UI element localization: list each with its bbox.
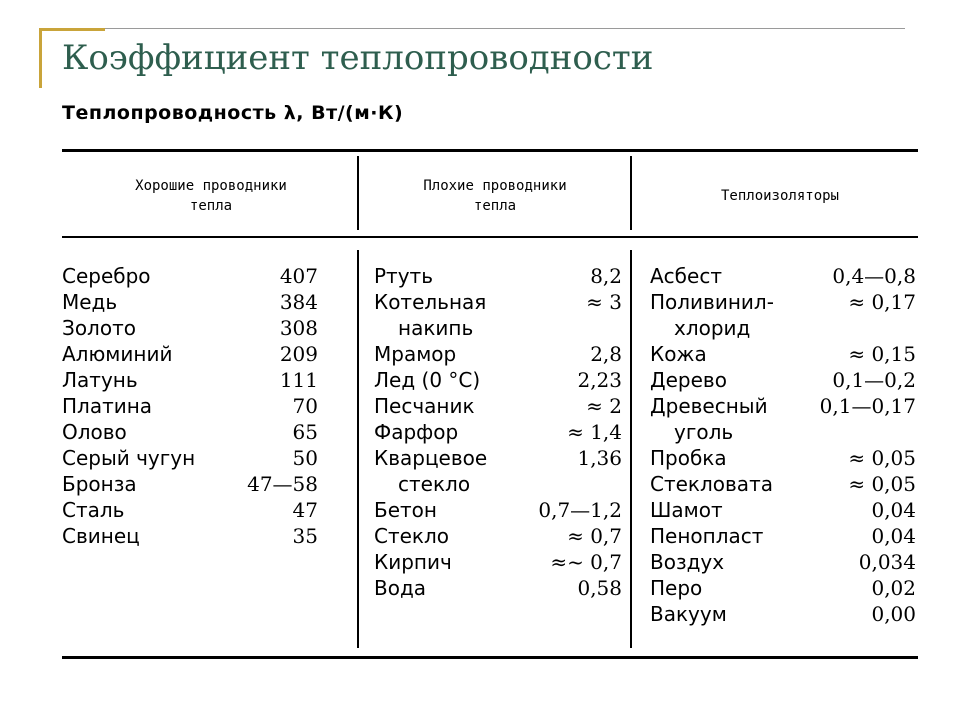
material-name-line: Золото xyxy=(62,316,136,340)
material-name xyxy=(374,575,426,601)
material-name xyxy=(374,445,487,497)
material-name-line: Серебро xyxy=(62,264,151,288)
material-name-line: Лед (0 °C) xyxy=(374,368,481,392)
material-name xyxy=(62,289,117,315)
material-name-continuation: накипь xyxy=(398,316,474,340)
slide-title: Коэффициент теплопроводности xyxy=(62,38,654,78)
table-row xyxy=(650,367,916,393)
material-name-line: Бронза xyxy=(62,472,137,496)
table-row xyxy=(650,341,916,367)
material-name xyxy=(650,575,702,601)
conductivity-value: ≈ 2 xyxy=(586,394,622,418)
slide-accent-vertical xyxy=(39,28,42,88)
material-name xyxy=(62,419,127,445)
conductivity-value: 0,7—1,2 xyxy=(538,498,622,522)
material-name-line: Стекловата xyxy=(650,472,773,496)
material-name-line: Пробка xyxy=(650,446,727,470)
table-row xyxy=(62,445,342,471)
table-row xyxy=(62,315,342,341)
material-name xyxy=(650,367,727,393)
material-name xyxy=(374,341,456,367)
table-row xyxy=(650,471,916,497)
header-insulators: Теплоизоляторы xyxy=(720,188,839,204)
conductivity-value: ≈ 0,05 xyxy=(848,472,916,496)
table-row xyxy=(650,393,916,445)
conductivity-value: 35 xyxy=(292,524,318,548)
material-name xyxy=(62,341,172,367)
table-row xyxy=(374,497,622,523)
conductivity-value: ≈~ 0,7 xyxy=(550,550,622,574)
material-name-line: Олово xyxy=(62,420,127,444)
material-name-continuation: уголь xyxy=(674,420,734,444)
table-row xyxy=(62,341,342,367)
material-name xyxy=(374,263,433,289)
material-name xyxy=(62,523,140,549)
material-name xyxy=(650,549,724,575)
table-top-rule xyxy=(62,149,918,152)
table-row xyxy=(650,289,916,341)
table-row xyxy=(650,549,916,575)
material-name xyxy=(374,523,449,549)
table-row xyxy=(62,289,342,315)
table-row xyxy=(650,445,916,471)
conductivity-value: 65 xyxy=(292,420,318,444)
conductivity-value: 0,02 xyxy=(871,576,916,600)
material-name-line: Пенопласт xyxy=(650,524,764,548)
table-row xyxy=(650,497,916,523)
material-name xyxy=(62,471,137,497)
material-name-line: Поливинил- xyxy=(650,290,774,314)
material-name-line: Кирпич xyxy=(374,550,452,574)
table-row xyxy=(62,523,342,549)
conductivity-value: ≈ 0,15 xyxy=(848,342,916,366)
column-divider xyxy=(357,156,359,230)
conductivity-value: 2,23 xyxy=(577,368,622,392)
conductivity-value: 0,04 xyxy=(871,524,916,548)
conductivity-value: 1,36 xyxy=(577,446,622,470)
material-name xyxy=(62,315,136,341)
material-name-line: Серый чугун xyxy=(62,446,196,470)
table-row xyxy=(650,263,916,289)
conductivity-value: 47 xyxy=(292,498,318,522)
material-name xyxy=(62,393,152,419)
material-name xyxy=(650,289,774,341)
table-row xyxy=(374,393,622,419)
conductivity-value: 0,00 xyxy=(871,602,916,626)
material-name-line: Бетон xyxy=(374,498,437,522)
material-name xyxy=(374,497,437,523)
insulators-column xyxy=(650,263,916,627)
material-name xyxy=(650,601,727,627)
material-name-line: Асбест xyxy=(650,264,722,288)
table-row xyxy=(374,419,622,445)
material-name xyxy=(374,289,486,341)
header-good-conductors: Хорошие проводники тепла xyxy=(135,178,287,214)
material-name-line: Кожа xyxy=(650,342,707,366)
material-name-line: Латунь xyxy=(62,368,138,392)
conductivity-value: 70 xyxy=(292,394,318,418)
material-name-line: Алюминий xyxy=(62,342,173,366)
conductivity-value: 308 xyxy=(279,316,318,340)
material-name-line: Сталь xyxy=(62,498,125,522)
material-name xyxy=(650,263,722,289)
table-row xyxy=(62,419,342,445)
material-name-line: Кварцевое xyxy=(374,446,488,470)
table-row xyxy=(374,341,622,367)
table-row xyxy=(374,523,622,549)
table-caption: Теплопроводность λ, Вт/(м·К) xyxy=(62,102,404,124)
material-name-line: Перо xyxy=(650,576,703,600)
material-name xyxy=(650,497,723,523)
conductivity-value: ≈ 0,17 xyxy=(848,290,916,314)
table-row xyxy=(374,549,622,575)
conductivity-value: ≈ 1,4 xyxy=(567,420,622,444)
table-row xyxy=(374,289,622,341)
material-name xyxy=(374,367,480,393)
material-name-line: Шамот xyxy=(650,498,723,522)
material-name-line: Котельная xyxy=(374,290,487,314)
conductivity-value: 0,1—0,2 xyxy=(832,368,916,392)
slide-title-divider xyxy=(105,28,905,29)
material-name-line: Дерево xyxy=(650,368,727,392)
material-name-line: Платина xyxy=(62,394,153,418)
table-row xyxy=(374,445,622,497)
conductivity-value: 0,04 xyxy=(871,498,916,522)
conductivity-value: ≈ 0,7 xyxy=(567,524,622,548)
material-name xyxy=(374,393,475,419)
table-row xyxy=(62,263,342,289)
conductivity-value: 0,4—0,8 xyxy=(832,264,916,288)
conductivity-value: 0,1—0,17 xyxy=(819,394,916,418)
material-name xyxy=(650,445,727,471)
table-header-rule xyxy=(62,236,918,238)
table-row xyxy=(650,523,916,549)
conductivity-value: ≈ 3 xyxy=(586,290,622,314)
material-name xyxy=(62,263,151,289)
table-row xyxy=(62,367,342,393)
table-row xyxy=(650,601,916,627)
conductivity-value: 50 xyxy=(292,446,318,470)
conductivity-value: 407 xyxy=(279,264,318,288)
good-conductors-column xyxy=(62,263,342,549)
material-name xyxy=(650,471,773,497)
material-name xyxy=(374,549,452,575)
table-bottom-rule xyxy=(62,656,918,659)
table-row xyxy=(62,393,342,419)
table-row xyxy=(374,263,622,289)
material-name-line: Древесный xyxy=(650,394,768,418)
poor-conductors-column xyxy=(374,263,622,601)
column-divider xyxy=(357,250,359,648)
material-name-line: Песчаник xyxy=(374,394,475,418)
material-name xyxy=(374,419,458,445)
material-name xyxy=(62,445,195,471)
material-name-line: Свинец xyxy=(62,524,140,548)
column-divider xyxy=(630,250,632,648)
slide-accent-horizontal xyxy=(39,28,105,31)
material-name-line: Ртуть xyxy=(374,264,433,288)
conductivity-value: 2,8 xyxy=(590,342,622,366)
material-name-line: Вода xyxy=(374,576,427,600)
table-row xyxy=(374,367,622,393)
conductivity-value: 384 xyxy=(279,290,318,314)
conductivity-value: 0,58 xyxy=(577,576,622,600)
conductivity-value: 0,034 xyxy=(858,550,916,574)
table-row xyxy=(62,497,342,523)
material-name-line: Вакуум xyxy=(650,602,727,626)
material-name-line: Воздух xyxy=(650,550,725,574)
material-name xyxy=(650,523,763,549)
material-name-line: Фарфор xyxy=(374,420,459,444)
material-name xyxy=(62,497,124,523)
conductivity-value: 209 xyxy=(279,342,318,366)
material-name-line: Медь xyxy=(62,290,118,314)
material-name xyxy=(62,367,138,393)
material-name-line: Стекло xyxy=(374,524,450,548)
material-name-continuation: стекло xyxy=(398,472,471,496)
conductivity-value: 47—58 xyxy=(247,472,318,496)
conductivity-value: ≈ 0,05 xyxy=(848,446,916,470)
table-row xyxy=(374,575,622,601)
material-name xyxy=(650,393,768,445)
conductivity-value: 111 xyxy=(279,368,318,392)
material-name-line: Мрамор xyxy=(374,342,457,366)
conductivity-value: 8,2 xyxy=(590,264,622,288)
column-divider xyxy=(630,156,632,230)
header-poor-conductors: Плохие проводники тепла xyxy=(423,178,567,214)
table-row xyxy=(650,575,916,601)
material-name xyxy=(650,341,707,367)
table-row xyxy=(62,471,342,497)
material-name-continuation: хлорид xyxy=(674,316,751,340)
